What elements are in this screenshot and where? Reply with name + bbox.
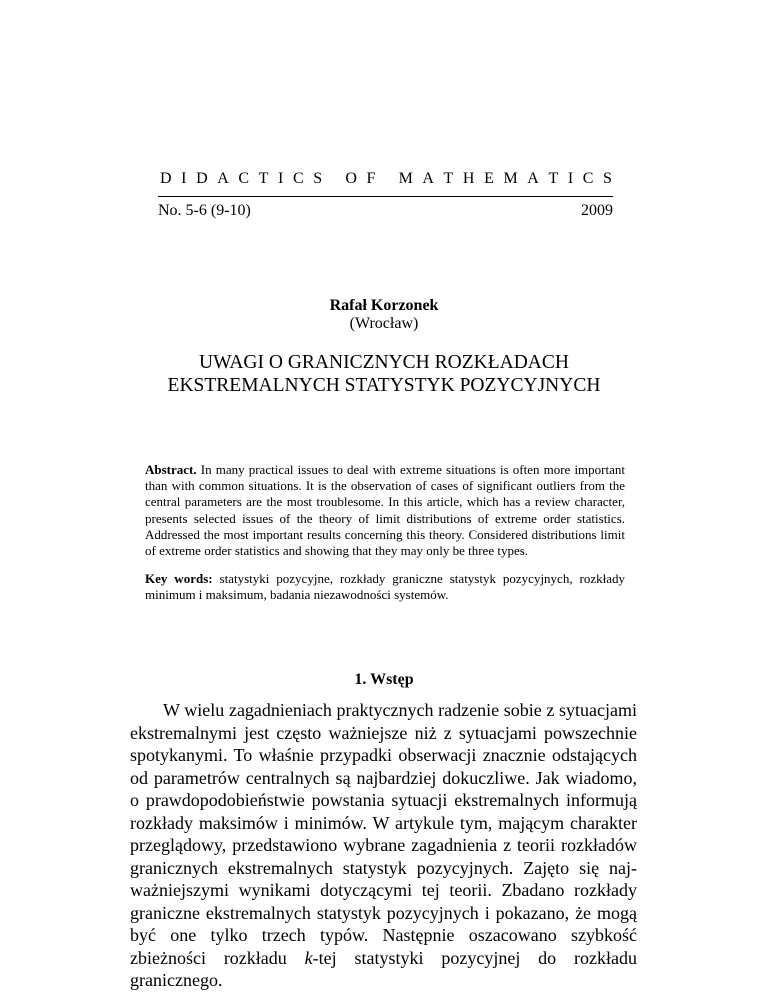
journal-title <box>160 170 612 188</box>
journal-title-letter: S <box>603 170 612 187</box>
journal-title-letter: I <box>278 170 284 187</box>
section-heading: 1. Wstęp <box>354 671 414 688</box>
author-affiliation: (Wrocław) <box>349 315 419 332</box>
journal-title-letter: O <box>345 170 357 187</box>
journal-title-letter: A <box>422 170 434 187</box>
journal-title-letter: I <box>567 170 574 187</box>
journal-title-letter: T <box>443 170 454 187</box>
journal-title-letter: M <box>398 170 413 187</box>
journal-title-letter: S <box>313 170 323 187</box>
abstract-text: In many practical issues to deal with extreme situations is often more important than with common situations. It is the observation of cases of significant outliers from the central parameters are the most troublesome. In this article, which has a review character, presents selected issues of the theory of limit distributions of extreme order statistics. Addressed the most important results concerning this theory. Considered distributions limit of extreme order statistics and showing that they may only be three types. <box>145 462 625 559</box>
introduction-paragraph <box>130 699 637 992</box>
journal-title-letter <box>332 170 336 188</box>
journal-title-letter: A <box>527 170 539 187</box>
journal-title-letter: D <box>160 170 172 187</box>
article-title-line-1: UWAGI O GRANICZNYCH ROZKŁADACH <box>199 352 569 373</box>
journal-title-letter: D <box>196 170 208 187</box>
journal-title-letter: A <box>217 170 229 187</box>
keywords <box>145 571 625 603</box>
abstract-label: Abstract. <box>145 462 197 477</box>
paragraph-text-end: -tej statystyki pozycyjnej do rozkładu granicznego. <box>130 947 638 990</box>
k-symbol: k <box>304 947 313 968</box>
header-rule <box>158 196 613 197</box>
paragraph-text: W wielu zagadnieniach praktycznych radzenie sobie z sytuacjami ekstremalnymi jest często ważniejsze niż z sytuacjami powszechnie spotykanymi. To właśnie przypadki obserwacji znacznie odstających od parametrów centralnych są najbardziej dokuczliwe. Jak wiadomo, o prawdopodobieństwie powstania sytuacji ekstremalnych informują rozkłady maksimów i minimów. W artykule tym, mającym charakter przeglądowy, przedstawiono wybrane zagadnienia z teorii rozkładów granicznych ekstremalnych statystyk pozycyjnych. Zajęto się najważniejszymi wynikami dotyczącymi tej teorii. Zbadano rozkłady graniczne ekstremalnych statystyk pozycyjnych i pokazano, że mogą być one tylko trzech typów. Następnie oszacowano szybkość zbieżności rozkładu <box>130 700 637 968</box>
journal-title-letter: C <box>582 170 594 187</box>
journal-title-letter: F <box>366 170 376 187</box>
journal-title-letter: I <box>181 170 187 187</box>
journal-title-letter: C <box>238 170 250 187</box>
journal-title-letter: E <box>484 170 494 187</box>
issue-number: No. 5-6 (9-10) <box>158 202 251 219</box>
author-name: Rafał Korzonek <box>329 297 439 314</box>
journal-title-letter <box>385 170 389 188</box>
journal-title-letter: T <box>548 170 559 187</box>
keywords-text: statystyki pozycyjne, rozkłady graniczne statystyk pozycyjnych, rozkłady minimum i maksimum, badania niezawodności systemów. <box>145 571 625 603</box>
abstract <box>145 462 625 559</box>
journal-title-letter: H <box>462 170 475 187</box>
journal-title-letter: T <box>258 170 269 187</box>
keywords-label: Key words: <box>145 571 213 586</box>
article-title <box>0 351 768 397</box>
publication-year: 2009 <box>581 202 613 219</box>
journal-title-letter: M <box>503 170 518 187</box>
article-title-line-2: EKSTREMALNYCH STATYSTYK POZYCYJNYCH <box>167 375 601 396</box>
journal-title-letter: C <box>292 170 304 187</box>
